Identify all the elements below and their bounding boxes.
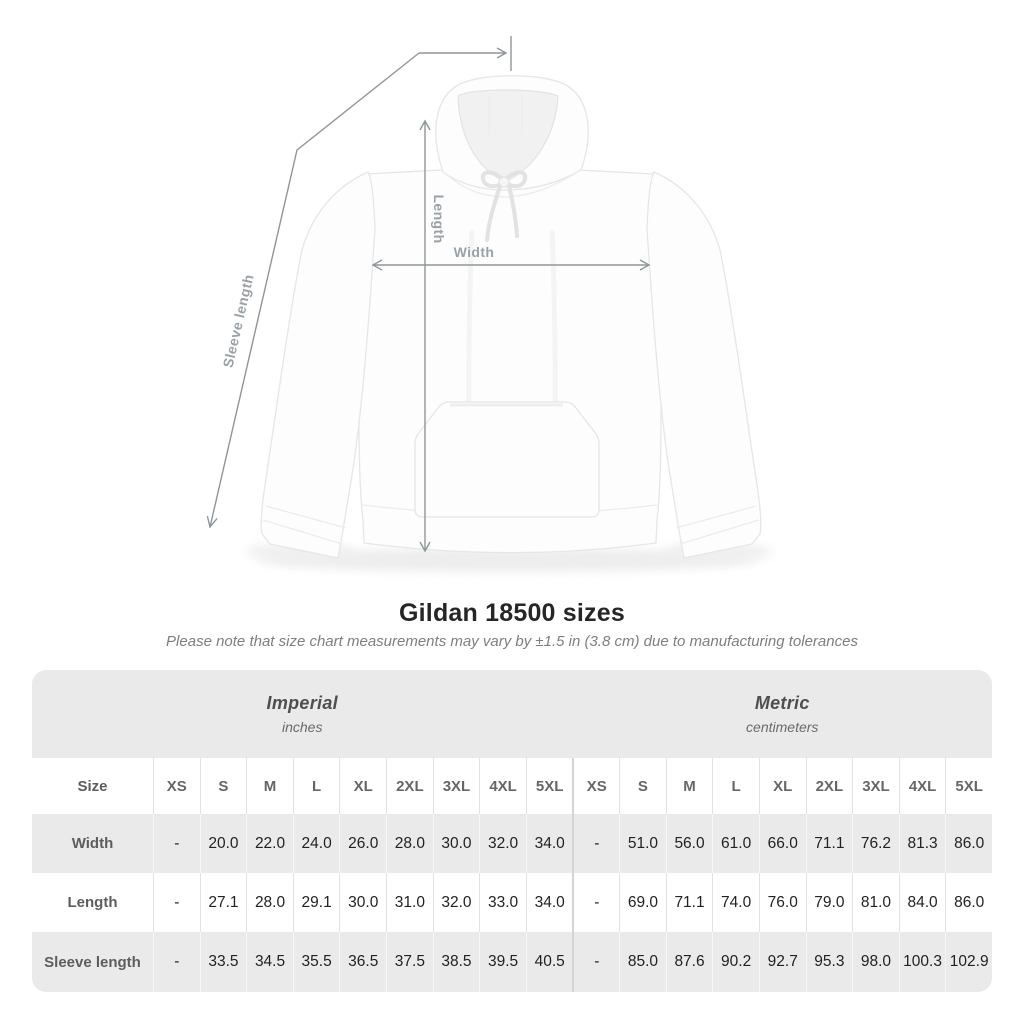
right-sleeve xyxy=(647,172,761,558)
value-cell-metric: 56.0 xyxy=(666,814,713,873)
value-cell-imperial: - xyxy=(153,814,200,873)
value-cell-metric: 98.0 xyxy=(852,932,899,992)
value-cell-imperial: - xyxy=(153,873,200,932)
value-cell-metric: 85.0 xyxy=(619,932,666,992)
value-cell-metric: - xyxy=(572,932,619,992)
page-title: Gildan 18500 sizes xyxy=(399,599,625,627)
unit-group-metric xyxy=(572,670,992,758)
value-cell-metric: - xyxy=(572,814,619,873)
value-cell-metric: 81.3 xyxy=(899,814,946,873)
size-table-grid xyxy=(32,670,992,992)
value-cell-imperial: 22.0 xyxy=(246,814,293,873)
size-header-imperial: 5XL xyxy=(526,758,573,814)
value-cell-metric: 87.6 xyxy=(666,932,713,992)
unit-group-unit: centimeters xyxy=(746,719,819,735)
size-header-metric: 2XL xyxy=(806,758,853,814)
size-header-metric: S xyxy=(619,758,666,814)
value-cell-metric: 92.7 xyxy=(759,932,806,992)
value-cell-imperial: 34.0 xyxy=(526,873,573,932)
value-cell-imperial: 28.0 xyxy=(386,814,433,873)
value-cell-imperial: - xyxy=(153,932,200,992)
size-header-metric: L xyxy=(712,758,759,814)
value-cell-imperial: 39.5 xyxy=(479,932,526,992)
size-header-imperial: XL xyxy=(339,758,386,814)
size-header-metric: 3XL xyxy=(852,758,899,814)
value-cell-imperial: 34.0 xyxy=(526,814,573,873)
value-cell-imperial: 36.5 xyxy=(339,932,386,992)
value-cell-metric: 84.0 xyxy=(899,873,946,932)
value-cell-metric: 76.0 xyxy=(759,873,806,932)
value-cell-imperial: 24.0 xyxy=(293,814,340,873)
unit-group-name: Metric xyxy=(754,693,810,713)
value-cell-imperial: 32.0 xyxy=(479,814,526,873)
value-cell-imperial: 20.0 xyxy=(200,814,247,873)
value-cell-imperial: 29.1 xyxy=(293,873,340,932)
value-cell-metric: 95.3 xyxy=(806,932,853,992)
value-cell-imperial: 34.5 xyxy=(246,932,293,992)
value-cell-metric: 79.0 xyxy=(806,873,853,932)
size-header-imperial: S xyxy=(200,758,247,814)
length-label: Length xyxy=(431,194,447,244)
size-header-metric: M xyxy=(666,758,713,814)
size-header-metric: 5XL xyxy=(945,758,992,814)
value-cell-metric: 51.0 xyxy=(619,814,666,873)
value-cell-metric: 86.0 xyxy=(945,873,992,932)
row-label: Sleeve length xyxy=(32,932,153,992)
size-header-metric: XL xyxy=(759,758,806,814)
value-cell-imperial: 33.5 xyxy=(200,932,247,992)
size-header-imperial: L xyxy=(293,758,340,814)
value-cell-imperial: 37.5 xyxy=(386,932,433,992)
value-cell-imperial: 31.0 xyxy=(386,873,433,932)
size-header-imperial: 4XL xyxy=(479,758,526,814)
kangaroo-pocket xyxy=(415,402,599,517)
width-label: Width xyxy=(453,244,495,260)
size-header-imperial: M xyxy=(246,758,293,814)
row-label: Width xyxy=(32,814,153,873)
value-cell-metric: 86.0 xyxy=(945,814,992,873)
value-cell-metric: 100.3 xyxy=(899,932,946,992)
value-cell-imperial: 30.0 xyxy=(339,873,386,932)
value-cell-metric: 71.1 xyxy=(806,814,853,873)
page-subtitle: Please note that size chart measurements may vary by ±1.5 in (3.8 cm) due to manufacturing tolerances xyxy=(166,633,858,650)
value-cell-imperial: 27.1 xyxy=(200,873,247,932)
size-header-imperial: 2XL xyxy=(386,758,433,814)
size-header-metric: 4XL xyxy=(899,758,946,814)
value-cell-metric: - xyxy=(572,873,619,932)
size-header-imperial: XS xyxy=(153,758,200,814)
value-cell-imperial: 35.5 xyxy=(293,932,340,992)
value-cell-metric: 76.2 xyxy=(852,814,899,873)
size-table xyxy=(32,670,992,992)
value-cell-metric: 69.0 xyxy=(619,873,666,932)
value-cell-metric: 74.0 xyxy=(712,873,759,932)
value-cell-imperial: 33.0 xyxy=(479,873,526,932)
value-cell-imperial: 28.0 xyxy=(246,873,293,932)
unit-group-unit: inches xyxy=(282,719,323,735)
value-cell-metric: 66.0 xyxy=(759,814,806,873)
value-cell-imperial: 40.5 xyxy=(526,932,573,992)
size-column-header: Size xyxy=(32,758,153,814)
size-header-imperial: 3XL xyxy=(433,758,480,814)
value-cell-imperial: 26.0 xyxy=(339,814,386,873)
value-cell-metric: 102.9 xyxy=(945,932,992,992)
unit-group-name: Imperial xyxy=(266,693,338,713)
value-cell-metric: 61.0 xyxy=(712,814,759,873)
size-header-metric: XS xyxy=(572,758,619,814)
value-cell-imperial: 30.0 xyxy=(433,814,480,873)
sleeve-length-label: Sleeve length xyxy=(219,272,257,370)
row-label: Length xyxy=(32,873,153,932)
value-cell-metric: 90.2 xyxy=(712,932,759,992)
unit-group-imperial xyxy=(32,670,572,758)
value-cell-metric: 71.1 xyxy=(666,873,713,932)
value-cell-imperial: 32.0 xyxy=(433,873,480,932)
value-cell-metric: 81.0 xyxy=(852,873,899,932)
value-cell-imperial: 38.5 xyxy=(433,932,480,992)
